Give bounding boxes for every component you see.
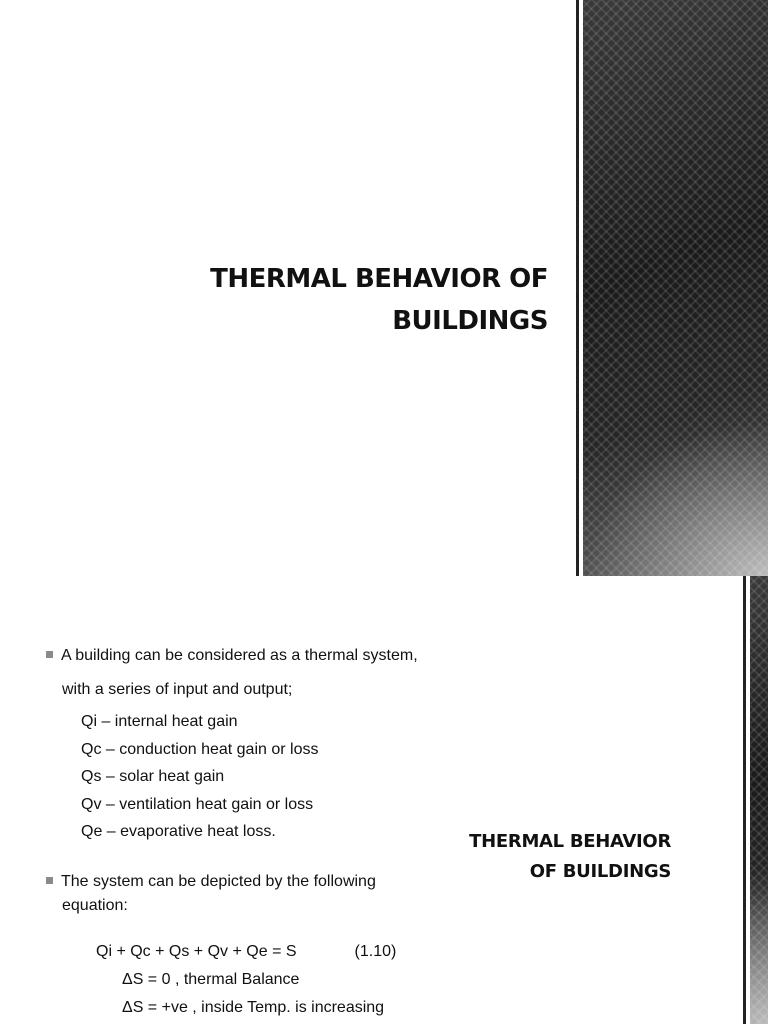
- slide-heading: [469, 827, 671, 887]
- list-item: Qc – conduction heat gain or loss: [81, 740, 319, 758]
- bullet-text: A building can be considered as a thermal system,: [61, 647, 418, 664]
- list-item: Qs – solar heat gain: [81, 768, 225, 785]
- slide-title-heading: [210, 258, 548, 342]
- balance-line: ΔS = 0 , thermal Balance: [122, 970, 300, 988]
- equation-number: (1.10): [354, 942, 397, 960]
- square-bullet-icon: [46, 651, 53, 658]
- heading-line-2: OF BUILDINGS: [529, 861, 671, 882]
- list-item: Qv – ventilation heat gain or loss: [81, 795, 314, 813]
- square-bullet-icon: [46, 877, 53, 884]
- slide-content: [0, 576, 768, 1024]
- bullet-continuation: with a series of input and output;: [62, 681, 293, 698]
- title-line-2: BUILDINGS: [392, 306, 548, 336]
- list-item: Qi – internal heat gain: [81, 713, 238, 730]
- list-item: Qe – evaporative heat loss.: [81, 823, 276, 840]
- panel-divider: [576, 0, 579, 576]
- bullet-text: The system can be depicted by the following: [61, 872, 376, 890]
- bullet-item: [46, 870, 446, 894]
- bullet-item: [46, 644, 446, 668]
- slide-body: [46, 644, 446, 1022]
- equation-text: Qi + Qc + Qs + Qv + Qe = S: [96, 942, 297, 960]
- panel-divider: [743, 576, 746, 1024]
- increase-line: ΔS = +ve , inside Temp. is increasing: [122, 998, 385, 1016]
- title-line-1: THERMAL BEHAVIOR OF: [210, 264, 548, 294]
- heading-line-1: THERMAL BEHAVIOR: [469, 831, 671, 852]
- decorative-texture-panel: [583, 0, 768, 576]
- equation: [96, 938, 446, 966]
- bullet-continuation: equation:: [62, 896, 128, 914]
- decorative-texture-panel: [750, 576, 768, 1024]
